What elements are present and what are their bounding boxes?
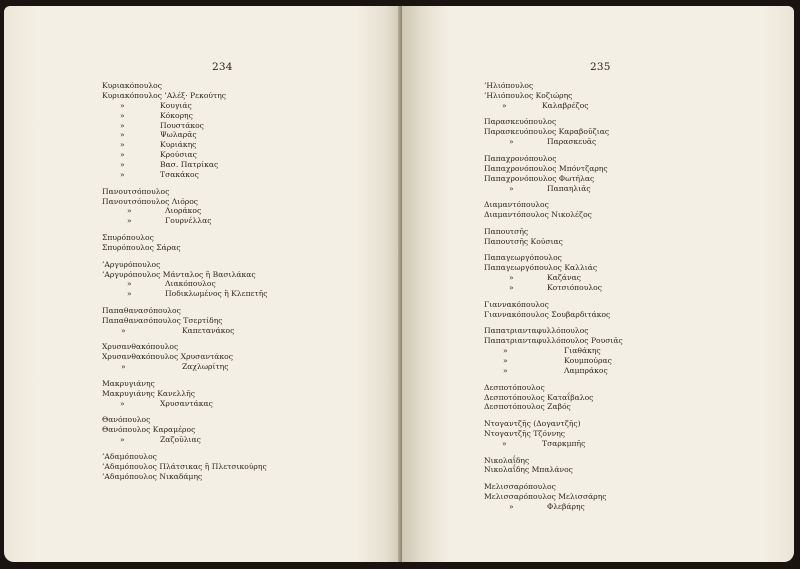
ditto-mark: » <box>127 279 132 289</box>
name-text: Χρυσαντάκας <box>160 398 213 408</box>
ditto-mark: » <box>120 130 125 140</box>
ditto-line <box>102 289 392 299</box>
name-line <box>102 352 392 362</box>
surname-entry <box>484 419 774 449</box>
ditto-line <box>102 362 392 372</box>
surname-entry <box>102 342 392 372</box>
ditto-line <box>102 121 392 131</box>
name-line <box>102 415 392 425</box>
ditto-line <box>102 160 392 170</box>
ditto-line <box>102 150 392 160</box>
name-line <box>484 482 774 492</box>
name-text: Παπαχρονόπουλος <box>484 153 557 163</box>
ditto-line <box>102 101 392 111</box>
name-line <box>102 452 392 462</box>
name-line <box>102 425 392 435</box>
name-text: Θανόπουλος <box>102 415 151 425</box>
ditto-mark: » <box>503 346 508 356</box>
name-text: Παρασκευόπουλος <box>484 117 557 127</box>
name-line <box>102 472 392 482</box>
name-line <box>102 81 392 91</box>
name-text: Καζάνας <box>547 273 582 283</box>
name-text: Παπαθανασόπουλος Τσερτίδης <box>102 315 223 325</box>
surname-entry <box>484 81 774 111</box>
ditto-mark: » <box>509 183 514 193</box>
name-text: Θανόπουλος Καραμέρος <box>102 425 196 435</box>
name-text: Δεσποτόπουλος Ζαβός <box>484 402 571 412</box>
name-line <box>484 429 774 439</box>
ditto-mark: » <box>120 140 125 150</box>
name-text: Κουμπούρας <box>564 356 612 366</box>
name-text: Φλεβάρης <box>547 501 585 511</box>
name-line <box>102 187 392 197</box>
name-text: Ζαχλωρίτης <box>182 362 229 372</box>
name-text: Γουρνέλλας <box>165 216 212 226</box>
name-text: Λαμπράκος <box>564 365 608 375</box>
ditto-line <box>484 356 774 366</box>
name-text: Κυριακόπουλος <box>102 81 162 90</box>
name-line <box>484 253 774 263</box>
name-text: Τσαρκμπῆς <box>542 438 586 448</box>
name-text: Καλαβρέζος <box>542 100 589 110</box>
ditto-line <box>484 184 774 194</box>
ditto-mark: » <box>121 362 126 372</box>
name-line <box>484 127 774 137</box>
name-line <box>484 492 774 502</box>
ditto-mark: » <box>120 170 125 180</box>
ditto-line <box>484 137 774 147</box>
surname-entry <box>102 415 392 445</box>
name-text: Δεσποτόπουλος <box>484 382 545 392</box>
ditto-line <box>102 216 392 226</box>
surname-list <box>102 81 392 488</box>
name-text: Χρυσανθακόπουλος <box>102 342 179 352</box>
name-text: Διαμαντόπουλος Νικολέζος <box>484 210 592 220</box>
name-text: Ντογαντζῆς Τζόννης <box>484 429 566 438</box>
name-line <box>102 270 392 280</box>
name-text: Παπατριανταφυλλόπουλος <box>484 326 589 336</box>
name-text: ’Αδαμόπουλος <box>102 451 157 461</box>
surname-entry <box>102 187 392 227</box>
surname-list <box>484 81 774 519</box>
ditto-line <box>102 140 392 150</box>
name-text: Ποδικλωμένος ἢ Κλεπετῆς <box>165 289 268 299</box>
ditto-mark: » <box>502 438 507 448</box>
name-text: ’Αδαμόπουλος Νικαδάμης <box>102 471 203 481</box>
surname-entry <box>484 482 774 512</box>
surname-entry <box>484 200 774 220</box>
name-line <box>484 402 774 412</box>
surname-entry <box>102 306 392 336</box>
name-text: Τσακάκος <box>160 170 199 180</box>
name-text: Πουστάκος <box>160 120 204 130</box>
name-text: Κυριάκης <box>160 140 197 150</box>
surname-entry <box>102 260 392 300</box>
name-text: Καπετανάκος <box>182 325 235 335</box>
name-text: Μακρυγιάνης <box>102 378 155 388</box>
ditto-line <box>102 279 392 289</box>
name-text: Πανουτσόπουλος <box>102 186 170 196</box>
name-line <box>484 465 774 475</box>
ditto-line <box>102 399 392 409</box>
surname-entry <box>102 379 392 409</box>
surname-entry <box>484 227 774 247</box>
surname-entry <box>484 117 774 147</box>
name-line <box>102 197 392 207</box>
ditto-line <box>102 206 392 216</box>
ditto-line <box>484 366 774 376</box>
name-text: ’Αδαμόπουλος Πλάτσικας ἢ Πλετσικούρης <box>102 461 267 471</box>
name-text: Λιοράκος <box>165 206 202 216</box>
name-line <box>484 174 774 184</box>
name-line <box>484 310 774 320</box>
name-text: Κουγιάς <box>160 100 192 110</box>
name-line <box>102 379 392 389</box>
name-line <box>102 243 392 253</box>
ditto-line <box>484 502 774 512</box>
name-text: Ψωλαρᾶς <box>160 130 197 140</box>
surname-entry <box>102 81 392 180</box>
ditto-line <box>484 101 774 111</box>
ditto-mark: » <box>503 356 508 366</box>
name-line <box>484 383 774 393</box>
ditto-mark: » <box>121 325 126 335</box>
left-page <box>4 6 402 562</box>
name-text: Μελισσαρόπουλος Μελισσάρης <box>484 492 607 502</box>
name-line <box>484 393 774 403</box>
name-line <box>484 326 774 336</box>
surname-entry <box>484 253 774 293</box>
name-line <box>484 300 774 310</box>
ditto-mark: » <box>120 120 125 130</box>
page-number: 234 <box>212 61 233 73</box>
name-line <box>484 419 774 429</box>
name-text: Λιακόπουλος <box>165 279 216 289</box>
name-line <box>484 263 774 273</box>
surname-entry <box>102 233 392 253</box>
name-line <box>484 154 774 164</box>
name-line <box>484 164 774 174</box>
surname-entry <box>484 300 774 320</box>
name-line <box>102 91 392 101</box>
ditto-line <box>484 273 774 283</box>
name-line <box>102 389 392 399</box>
surname-entry <box>484 154 774 194</box>
name-text: Παπαηλιᾶς <box>547 183 591 193</box>
name-line <box>102 233 392 243</box>
name-text: Κοτσιόπουλος <box>547 283 602 293</box>
ditto-line <box>102 130 392 140</box>
name-text: Κυριακόπουλος ’Αλέξ· Ρεκούτης <box>102 90 227 100</box>
name-text: Νικολαΐδης Μπαλάνος <box>484 465 573 475</box>
ditto-mark: » <box>127 206 132 216</box>
name-text: Παπουτσῆς <box>484 226 529 236</box>
surname-entry <box>484 383 774 413</box>
name-text: Μελισσαρόπουλος <box>484 482 556 492</box>
ditto-mark: » <box>120 150 125 160</box>
ditto-mark: » <box>509 137 514 147</box>
name-text: Χρυσανθακόπουλος Χρυσαντάκος <box>102 352 233 362</box>
name-line <box>484 456 774 466</box>
name-text: Παπουτσῆς Κούσιας <box>484 236 563 246</box>
name-line <box>102 342 392 352</box>
ditto-line <box>484 439 774 449</box>
name-text: Γιαννακόπουλος <box>484 299 549 309</box>
name-line <box>484 117 774 127</box>
ditto-line <box>102 435 392 445</box>
name-text: Κρούσιας <box>160 150 197 160</box>
ditto-mark: » <box>120 100 125 110</box>
surname-entry <box>484 456 774 476</box>
name-line <box>484 81 774 91</box>
name-line <box>484 91 774 101</box>
surname-entry <box>484 326 774 375</box>
name-line <box>484 237 774 247</box>
page-number: 235 <box>590 61 611 73</box>
name-text: Κόκορης <box>160 110 193 120</box>
name-text: Παρασκευόπουλος Καραβοῦζιας <box>484 127 610 137</box>
name-text: Σπυρόπουλος Σάρας <box>102 242 181 252</box>
name-line <box>102 462 392 472</box>
name-text: Παπατριανταφυλλόπουλος Ρουσιᾶς <box>484 336 623 346</box>
name-text: ’Ηλιόπουλος Κοζιώρης <box>484 90 573 100</box>
ditto-mark: » <box>502 100 507 110</box>
name-text: Διαμαντόπουλος <box>484 200 549 210</box>
name-text: ’Ηλιόπουλος <box>484 81 534 90</box>
name-line <box>484 227 774 237</box>
ditto-mark: » <box>120 435 125 445</box>
name-line <box>102 260 392 270</box>
ditto-mark: » <box>509 273 514 283</box>
name-text: Γιαθάκης <box>564 346 601 356</box>
ditto-line <box>102 326 392 336</box>
name-text: Πανουτσόπουλος Λιόρος <box>102 196 199 206</box>
name-text: Βασ. Πατρίκας <box>160 160 219 170</box>
name-text: Μακρυγιάνης Κανελλῆς <box>102 388 195 398</box>
name-text: ’Αργυρόπουλος Μάνταλος ἢ Βασιλάκας <box>102 269 256 279</box>
surname-entry <box>102 452 392 482</box>
ditto-mark: » <box>120 398 125 408</box>
ditto-mark: » <box>503 365 508 375</box>
name-text: Παπαθανασόπουλος <box>102 306 181 315</box>
name-text: Παρασκευᾶς <box>547 137 597 147</box>
name-text: Παπαχρονόπουλος Φωτήλας <box>484 173 595 183</box>
ditto-line <box>102 170 392 180</box>
ditto-line <box>484 283 774 293</box>
name-text: Ντογαντζῆς (Δογαντζῆς) <box>484 419 581 429</box>
right-page <box>402 6 794 562</box>
name-text: Δεσποτόπουλος Καταΐβαλος <box>484 392 594 402</box>
name-text: Παπαγεωργόπουλος Καλλιάς <box>484 263 598 273</box>
ditto-mark: » <box>509 501 514 511</box>
name-text: Σπυρόπουλος <box>102 233 154 243</box>
ditto-mark: » <box>127 216 132 226</box>
ditto-mark: » <box>127 289 132 299</box>
ditto-line <box>484 346 774 356</box>
name-text: ’Αργυρόπουλος <box>102 259 161 269</box>
name-text: Παπαγεωργόπουλος <box>484 253 562 263</box>
ditto-mark: » <box>120 160 125 170</box>
ditto-line <box>102 111 392 121</box>
name-text: Γιαννακόπουλος Σουβαρδιτάκος <box>484 309 611 319</box>
name-text: Παπαχρονόπουλος Μπόντζαρης <box>484 163 608 173</box>
name-line <box>484 210 774 220</box>
ditto-mark: » <box>509 283 514 293</box>
name-line <box>484 336 774 346</box>
name-text: Νικολαΐδης <box>484 455 530 465</box>
name-line <box>102 316 392 326</box>
ditto-mark: » <box>120 110 125 120</box>
name-line <box>484 200 774 210</box>
name-text: Ζαζοῦλιας <box>160 435 201 445</box>
name-line <box>102 306 392 316</box>
